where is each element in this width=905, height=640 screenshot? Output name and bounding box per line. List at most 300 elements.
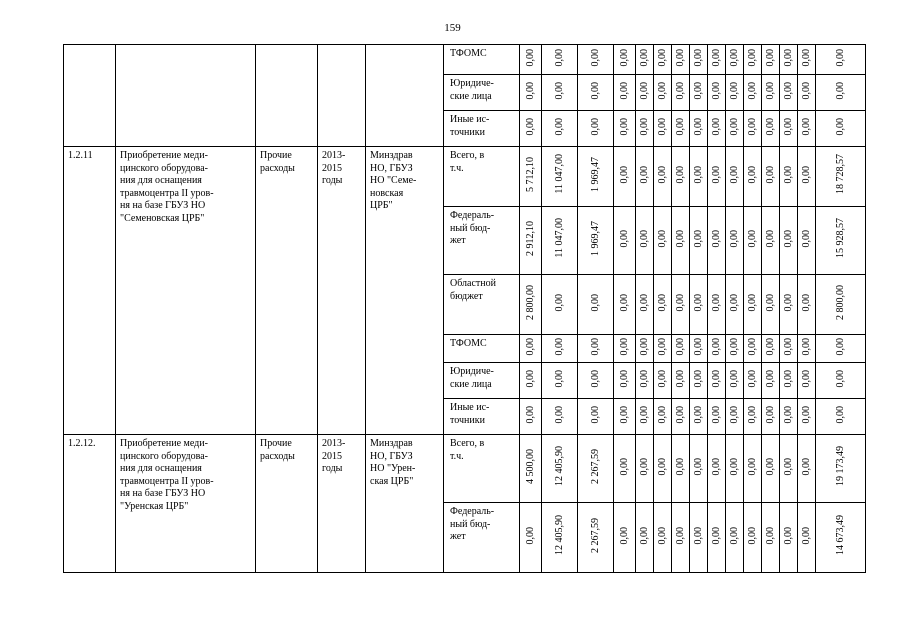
item-executor: Минздрав НО, ГБУЗ НО "Урен- ская ЦРБ": [370, 438, 416, 487]
value-cell: [636, 275, 654, 335]
value-cell: [798, 275, 816, 335]
value-cell: [542, 111, 578, 147]
value-cell: [798, 45, 816, 75]
value-cell: [690, 363, 708, 399]
value-cell: [762, 111, 780, 147]
funding-source: ТФОМС: [450, 338, 487, 349]
value-cell: [708, 335, 726, 363]
value-text: 0,00: [656, 81, 668, 99]
value-cell: [762, 363, 780, 399]
value-text: 2 267,59: [589, 448, 601, 484]
item-number: 1.2.11: [68, 150, 93, 161]
value-cell: [690, 399, 708, 435]
value-text: 12 405,90: [553, 446, 565, 487]
value-cell: [780, 363, 798, 399]
value-text: 0,00: [524, 337, 536, 355]
item-period-cell: [318, 147, 366, 435]
value-text: 0,00: [674, 229, 686, 247]
value-cell: [744, 503, 762, 573]
value-text: 0,00: [589, 48, 601, 66]
value-cell: [614, 399, 636, 435]
value-text: 0,00: [710, 369, 722, 387]
value-cell: [520, 147, 542, 207]
value-cell: [816, 435, 866, 503]
value-text: 0,00: [746, 48, 758, 66]
value-text: 0,00: [728, 293, 740, 311]
value-cell: [744, 363, 762, 399]
item-period: 2013- 2015 годы: [322, 150, 346, 186]
value-text: 0,00: [638, 405, 650, 423]
value-text: 0,00: [618, 457, 630, 475]
value-cell: [780, 111, 798, 147]
value-cell: [816, 111, 866, 147]
value-cell: [690, 111, 708, 147]
item-executor-cell: [366, 147, 444, 435]
value-text: 0,00: [674, 117, 686, 135]
value-text: 1 969,47: [589, 220, 601, 256]
value-text: 0,00: [674, 405, 686, 423]
value-text: 0,00: [589, 293, 601, 311]
value-text: 0,00: [728, 457, 740, 475]
value-cell: [672, 363, 690, 399]
value-cell: [654, 503, 672, 573]
value-cell: [542, 503, 578, 573]
value-cell: [542, 363, 578, 399]
value-cell: [816, 147, 866, 207]
item-executor: Минздрав НО, ГБУЗ НО "Семе- новская ЦРБ": [370, 150, 417, 211]
value-cell: [762, 75, 780, 111]
value-cell: [542, 275, 578, 335]
value-cell: [654, 363, 672, 399]
value-cell: [708, 147, 726, 207]
source-cell: [444, 147, 520, 207]
value-text: 0,00: [589, 369, 601, 387]
source-cell: [444, 503, 520, 573]
value-text: 0,00: [638, 337, 650, 355]
value-text: 0,00: [728, 229, 740, 247]
value-cell: [798, 363, 816, 399]
funding-source: ТФОМС: [450, 48, 487, 59]
value-text: 0,00: [674, 165, 686, 183]
value-cell: [708, 207, 726, 275]
value-text: 12 405,90: [553, 515, 565, 556]
value-cell: [654, 147, 672, 207]
value-text: 0,00: [524, 526, 536, 544]
value-text: 0,00: [638, 165, 650, 183]
source-cell: [444, 363, 520, 399]
value-text: 0,00: [524, 369, 536, 387]
value-cell: [816, 207, 866, 275]
value-text: 0,00: [728, 81, 740, 99]
value-cell: [690, 75, 708, 111]
value-text: 0,00: [589, 405, 601, 423]
value-cell: [780, 503, 798, 573]
value-cell: [798, 435, 816, 503]
value-text: 0,00: [800, 165, 812, 183]
value-text: 11 047,00: [553, 154, 565, 195]
value-text: 0,00: [692, 405, 704, 423]
value-text: 0,00: [782, 117, 794, 135]
value-cell: [798, 147, 816, 207]
value-text: 0,00: [618, 117, 630, 135]
table-row: [64, 147, 866, 207]
value-text: 0,00: [728, 337, 740, 355]
value-cell: [816, 503, 866, 573]
value-cell: [780, 147, 798, 207]
value-text: 0,00: [638, 369, 650, 387]
value-text: 0,00: [764, 229, 776, 247]
value-text: 0,00: [638, 457, 650, 475]
value-cell: [636, 147, 654, 207]
value-cell: [542, 207, 578, 275]
value-cell: [708, 111, 726, 147]
value-text: 1 969,47: [589, 156, 601, 192]
source-cell: [444, 435, 520, 503]
value-text: 0,00: [764, 405, 776, 423]
value-cell: [578, 207, 614, 275]
value-text: 19 173,49: [834, 446, 846, 487]
source-cell: [444, 75, 520, 111]
value-cell: [578, 45, 614, 75]
funding-source: Областной бюджет: [450, 278, 497, 302]
value-cell: [708, 399, 726, 435]
value-cell: [798, 335, 816, 363]
value-text: 0,00: [692, 229, 704, 247]
value-text: 14 673,49: [834, 515, 846, 556]
value-cell: [780, 275, 798, 335]
value-cell: [744, 207, 762, 275]
value-cell: [672, 335, 690, 363]
funding-source: Юридиче- ские лица: [450, 78, 494, 102]
value-text: 0,00: [710, 337, 722, 355]
value-cell: [816, 335, 866, 363]
value-text: 11 047,00: [553, 218, 565, 259]
value-text: 0,00: [638, 117, 650, 135]
value-text: 0,00: [800, 81, 812, 99]
value-text: 0,00: [692, 81, 704, 99]
value-cell: [672, 45, 690, 75]
value-text: 0,00: [782, 526, 794, 544]
value-text: 0,00: [800, 48, 812, 66]
value-text: 0,00: [638, 526, 650, 544]
value-cell: [744, 147, 762, 207]
value-cell: [520, 207, 542, 275]
value-text: 0,00: [553, 405, 565, 423]
value-text: 15 928,57: [834, 218, 846, 259]
value-text: 0,00: [782, 229, 794, 247]
item-expense-type-cell: [256, 147, 318, 435]
value-text: 0,00: [618, 337, 630, 355]
value-text: 2 912,10: [524, 220, 536, 256]
value-text: 0,00: [692, 337, 704, 355]
empty-cell: [256, 45, 318, 147]
value-text: 0,00: [656, 117, 668, 135]
value-text: 0,00: [746, 369, 758, 387]
value-cell: [520, 435, 542, 503]
value-cell: [744, 335, 762, 363]
value-text: 0,00: [800, 337, 812, 355]
value-cell: [816, 275, 866, 335]
value-text: 0,00: [674, 457, 686, 475]
value-text: 0,00: [710, 405, 722, 423]
value-cell: [614, 111, 636, 147]
value-cell: [654, 435, 672, 503]
value-cell: [726, 435, 744, 503]
value-cell: [672, 503, 690, 573]
value-cell: [726, 335, 744, 363]
value-cell: [762, 147, 780, 207]
value-cell: [672, 435, 690, 503]
source-cell: [444, 399, 520, 435]
item-name-cell: [116, 147, 256, 435]
value-text: 0,00: [656, 405, 668, 423]
value-cell: [672, 147, 690, 207]
value-cell: [614, 275, 636, 335]
value-text: 0,00: [692, 48, 704, 66]
value-text: 0,00: [524, 117, 536, 135]
value-text: 0,00: [656, 457, 668, 475]
value-cell: [708, 363, 726, 399]
value-cell: [708, 45, 726, 75]
value-text: 0,00: [764, 369, 776, 387]
value-cell: [816, 75, 866, 111]
value-cell: [744, 435, 762, 503]
value-text: 4 500,00: [524, 448, 536, 484]
value-text: 0,00: [728, 117, 740, 135]
value-text: 0,00: [692, 165, 704, 183]
value-text: 0,00: [764, 293, 776, 311]
value-cell: [780, 435, 798, 503]
value-cell: [798, 399, 816, 435]
item-period: 2013- 2015 годы: [322, 438, 346, 474]
value-text: 0,00: [746, 293, 758, 311]
item-executor-cell: [366, 435, 444, 573]
value-text: 0,00: [782, 337, 794, 355]
value-cell: [708, 275, 726, 335]
value-text: 0,00: [764, 526, 776, 544]
value-text: 0,00: [589, 81, 601, 99]
value-cell: [798, 111, 816, 147]
value-text: 0,00: [710, 293, 722, 311]
value-text: 0,00: [746, 165, 758, 183]
value-text: 0,00: [553, 117, 565, 135]
value-text: 0,00: [656, 165, 668, 183]
value-text: 0,00: [524, 81, 536, 99]
value-cell: [654, 75, 672, 111]
value-cell: [578, 147, 614, 207]
value-cell: [614, 503, 636, 573]
source-cell: [444, 335, 520, 363]
value-cell: [636, 435, 654, 503]
value-text: 0,00: [834, 369, 846, 387]
value-cell: [726, 275, 744, 335]
value-cell: [578, 363, 614, 399]
value-text: 0,00: [782, 48, 794, 66]
value-text: 0,00: [553, 369, 565, 387]
table-row: [64, 45, 866, 75]
value-text: 0,00: [692, 369, 704, 387]
value-cell: [542, 335, 578, 363]
value-cell: [708, 75, 726, 111]
value-cell: [654, 207, 672, 275]
value-text: 0,00: [728, 165, 740, 183]
value-cell: [636, 399, 654, 435]
value-cell: [762, 335, 780, 363]
value-cell: [578, 75, 614, 111]
value-text: 0,00: [710, 165, 722, 183]
value-text: 0,00: [834, 48, 846, 66]
value-text: 0,00: [553, 81, 565, 99]
value-cell: [744, 399, 762, 435]
value-cell: [672, 75, 690, 111]
source-cell: [444, 275, 520, 335]
value-cell: [520, 503, 542, 573]
value-cell: [520, 363, 542, 399]
value-text: 0,00: [710, 81, 722, 99]
value-cell: [578, 335, 614, 363]
value-text: 0,00: [782, 81, 794, 99]
empty-cell: [318, 45, 366, 147]
value-text: 0,00: [834, 117, 846, 135]
value-text: 0,00: [782, 369, 794, 387]
value-text: 18 728,57: [834, 154, 846, 195]
value-text: 0,00: [728, 405, 740, 423]
value-cell: [636, 45, 654, 75]
value-cell: [726, 399, 744, 435]
value-cell: [672, 207, 690, 275]
value-cell: [614, 207, 636, 275]
funding-source: Иные ис- точники: [450, 402, 490, 426]
value-text: 0,00: [764, 457, 776, 475]
item-name: Приобретение меди- цинского оборудова- ния для оснащения травмоцентра II уров- ня на базе ГБУЗ НО "Уренская ЦРБ": [120, 438, 214, 512]
value-text: 0,00: [728, 369, 740, 387]
page-number: 159: [444, 22, 461, 34]
value-cell: [614, 335, 636, 363]
value-text: 0,00: [834, 405, 846, 423]
value-cell: [654, 275, 672, 335]
item-period-cell: [318, 435, 366, 573]
value-cell: [520, 75, 542, 111]
value-text: 0,00: [800, 526, 812, 544]
value-text: 0,00: [618, 369, 630, 387]
value-text: 0,00: [674, 81, 686, 99]
value-text: 0,00: [800, 457, 812, 475]
value-text: 0,00: [674, 293, 686, 311]
funding-source: Федераль- ный бюд- жет: [450, 210, 495, 246]
value-cell: [762, 275, 780, 335]
value-text: 0,00: [782, 405, 794, 423]
value-cell: [798, 207, 816, 275]
empty-cell: [366, 45, 444, 147]
value-text: 0,00: [764, 81, 776, 99]
value-text: 0,00: [764, 117, 776, 135]
value-cell: [780, 75, 798, 111]
funding-source: Федераль- ный бюд- жет: [450, 506, 495, 542]
value-text: 0,00: [692, 117, 704, 135]
value-text: 0,00: [638, 229, 650, 247]
empty-cell: [64, 45, 116, 147]
table-row: [64, 435, 866, 503]
value-cell: [762, 45, 780, 75]
value-text: 0,00: [746, 526, 758, 544]
value-text: 5 712,10: [524, 156, 536, 192]
value-text: 0,00: [618, 229, 630, 247]
value-text: 0,00: [834, 337, 846, 355]
value-text: 0,00: [656, 229, 668, 247]
value-text: 0,00: [589, 117, 601, 135]
value-text: 0,00: [618, 405, 630, 423]
value-text: 0,00: [618, 81, 630, 99]
value-cell: [726, 147, 744, 207]
value-text: 0,00: [674, 369, 686, 387]
value-cell: [520, 45, 542, 75]
item-expense-type-cell: [256, 435, 318, 573]
value-cell: [690, 147, 708, 207]
value-text: 0,00: [553, 337, 565, 355]
value-cell: [780, 399, 798, 435]
value-cell: [614, 147, 636, 207]
value-cell: [780, 207, 798, 275]
value-text: 0,00: [692, 293, 704, 311]
value-cell: [520, 399, 542, 435]
value-text: 0,00: [656, 337, 668, 355]
value-cell: [654, 111, 672, 147]
value-cell: [744, 111, 762, 147]
value-text: 0,00: [782, 293, 794, 311]
value-text: 0,00: [618, 293, 630, 311]
value-text: 0,00: [638, 48, 650, 66]
value-text: 0,00: [656, 526, 668, 544]
value-text: 0,00: [728, 48, 740, 66]
value-cell: [672, 399, 690, 435]
value-cell: [726, 207, 744, 275]
value-text: 0,00: [800, 293, 812, 311]
value-cell: [672, 111, 690, 147]
value-cell: [636, 335, 654, 363]
value-cell: [542, 75, 578, 111]
value-text: 2 267,59: [589, 517, 601, 553]
value-cell: [636, 503, 654, 573]
value-cell: [744, 275, 762, 335]
value-text: 0,00: [638, 81, 650, 99]
value-text: 0,00: [746, 405, 758, 423]
value-cell: [726, 363, 744, 399]
value-cell: [542, 399, 578, 435]
value-cell: [708, 435, 726, 503]
value-text: 0,00: [746, 81, 758, 99]
value-text: 0,00: [656, 293, 668, 311]
value-text: 0,00: [728, 526, 740, 544]
value-text: 2 800,00: [524, 284, 536, 320]
value-text: 0,00: [524, 405, 536, 423]
value-cell: [520, 275, 542, 335]
value-cell: [744, 75, 762, 111]
value-cell: [654, 399, 672, 435]
value-cell: [690, 45, 708, 75]
value-cell: [690, 435, 708, 503]
value-cell: [762, 503, 780, 573]
value-cell: [578, 399, 614, 435]
value-cell: [690, 275, 708, 335]
value-text: 0,00: [710, 48, 722, 66]
value-cell: [578, 111, 614, 147]
value-text: 0,00: [764, 48, 776, 66]
value-cell: [762, 435, 780, 503]
item-name: Приобретение меди- цинского оборудова- ния для оснащения травмоцентра II уров- ня на базе ГБУЗ НО "Семеновская ЦРБ": [120, 150, 214, 224]
item-number: 1.2.12.: [68, 438, 96, 449]
value-cell: [726, 45, 744, 75]
empty-cell: [116, 45, 256, 147]
